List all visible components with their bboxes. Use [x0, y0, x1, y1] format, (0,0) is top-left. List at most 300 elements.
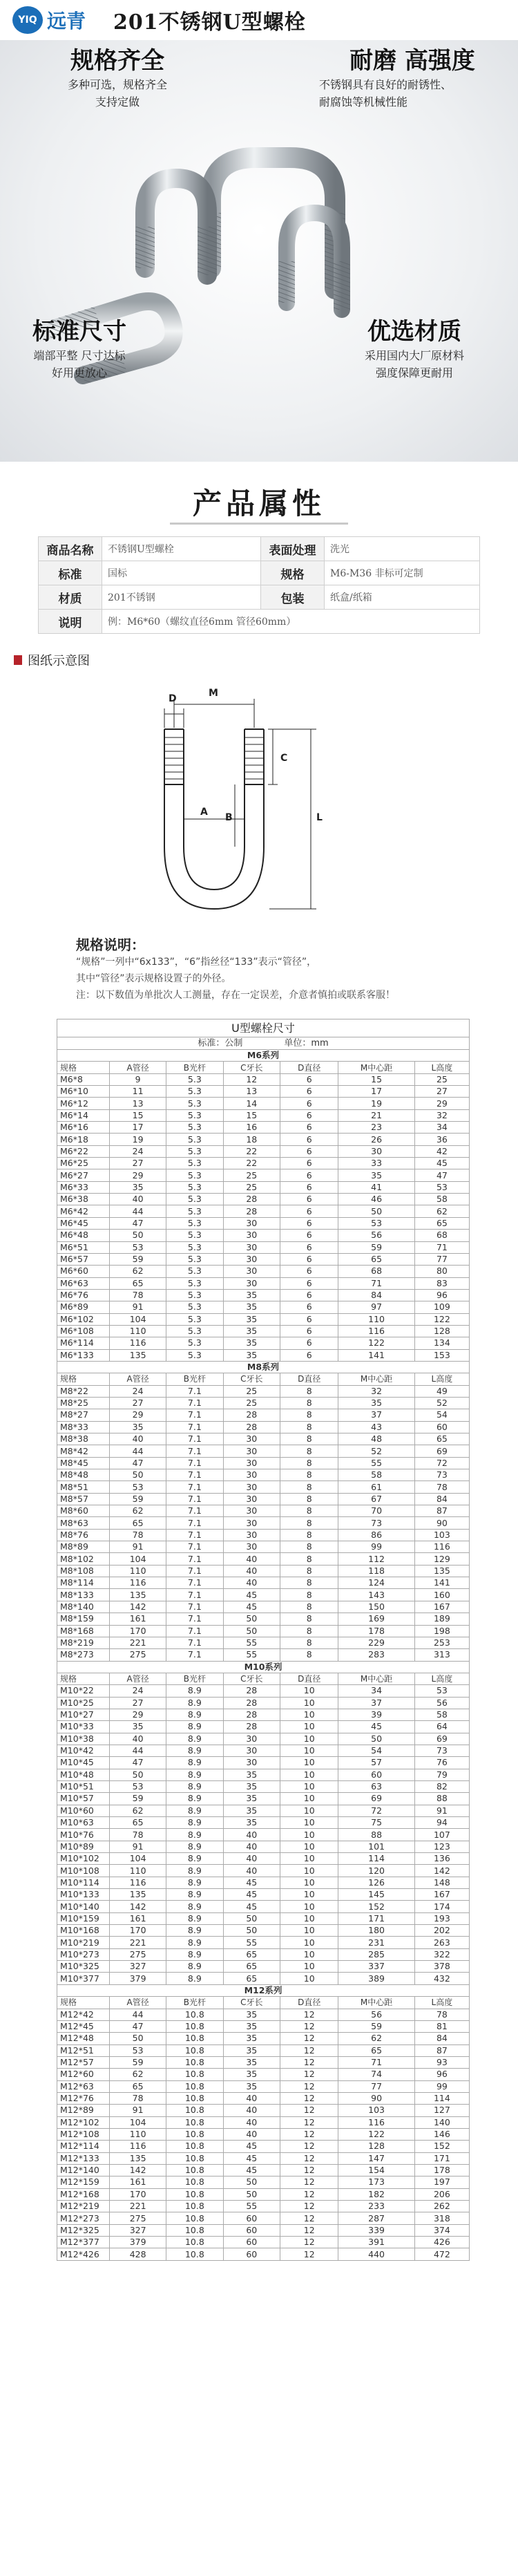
table-cell: 28 [223, 1409, 280, 1421]
feature-full-specs [52, 46, 183, 111]
table-cell: 103 [414, 1529, 469, 1541]
table-cell: 58 [414, 1709, 469, 1720]
table-cell: 65 [338, 1253, 414, 1265]
table-row [57, 1493, 470, 1505]
table-cell: M10*219 [57, 1937, 110, 1948]
table-cell: 15 [110, 1109, 166, 1121]
table-cell: 6 [280, 1253, 338, 1265]
table-cell: M6*51 [57, 1241, 110, 1253]
table-cell: 8 [280, 1505, 338, 1517]
column-header: B光杆 [166, 1997, 223, 2009]
dim-label-l: L [316, 812, 323, 823]
table-cell: 17 [110, 1122, 166, 1134]
table-cell: M12*102 [57, 2116, 110, 2128]
table-row [57, 1313, 470, 1325]
table-cell: 10 [280, 1780, 338, 1792]
table-cell: 50 [223, 2177, 280, 2188]
table-cell: 69 [414, 1733, 469, 1745]
table-cell: 81 [414, 2020, 469, 2032]
table-cell: M12*48 [57, 2033, 110, 2044]
header-bar [0, 0, 518, 40]
table-cell: M12*51 [57, 2044, 110, 2056]
table-cell: 62 [338, 2033, 414, 2044]
table-cell: 24 [110, 1385, 166, 1397]
table-cell: 30 [223, 1541, 280, 1553]
table-cell: 109 [414, 1301, 469, 1313]
table-cell: 123 [414, 1841, 469, 1852]
table-cell: 152 [414, 2141, 469, 2152]
table-cell: 50 [110, 1769, 166, 1780]
table-cell: 127 [414, 2105, 469, 2116]
table-cell: 6 [280, 1169, 338, 1181]
table-cell: 12 [280, 2248, 338, 2260]
column-header: L高度 [414, 1062, 469, 1073]
table-cell: 107 [414, 1829, 469, 1841]
table-cell: 7.1 [166, 1601, 223, 1613]
table-cell: 6 [280, 1313, 338, 1325]
table-cell: M10*114 [57, 1877, 110, 1888]
feature-line: 支持定做 [95, 95, 140, 109]
table-cell: M8*108 [57, 1565, 110, 1577]
table-row [57, 1445, 470, 1457]
table-cell: M8*89 [57, 1541, 110, 1553]
table-cell: 10.8 [166, 2177, 223, 2188]
table-cell: M6*27 [57, 1169, 110, 1181]
table-cell: 391 [338, 2237, 414, 2248]
table-cell: 10.8 [166, 2116, 223, 2128]
table-cell: 62 [414, 1205, 469, 1217]
table-cell: 7.1 [166, 1481, 223, 1493]
table-cell: 7.1 [166, 1421, 223, 1433]
header-row [57, 1062, 470, 1073]
table-cell: 30 [223, 1529, 280, 1541]
table-cell: 142 [110, 2164, 166, 2176]
table-cell: 65 [110, 2080, 166, 2092]
table-row [57, 1745, 470, 1756]
table-cell: 114 [338, 1853, 414, 1865]
dim-label-c: C [280, 753, 288, 764]
table-cell: 44 [110, 1445, 166, 1457]
table-row [57, 1793, 470, 1805]
table-row [57, 2116, 470, 2128]
table-cell: M12*219 [57, 2201, 110, 2212]
table-cell: 135 [110, 1349, 166, 1361]
table-cell: M10*325 [57, 1961, 110, 1973]
table-cell: 35 [223, 2080, 280, 2092]
table-cell: M6*42 [57, 1205, 110, 1217]
column-header: M中心距 [338, 1673, 414, 1684]
table-cell: 35 [223, 2033, 280, 2044]
table-cell: 30 [223, 1277, 280, 1289]
table-cell: 10 [280, 1877, 338, 1888]
table-cell: 45 [414, 1158, 469, 1169]
table-cell: 152 [338, 1901, 414, 1912]
table-cell: 10.8 [166, 2237, 223, 2248]
table-cell: M12*108 [57, 2128, 110, 2140]
table-cell: M12*63 [57, 2080, 110, 2092]
table-cell: 69 [414, 1445, 469, 1457]
table-cell: 12 [280, 2212, 338, 2224]
table-cell: M8*63 [57, 1517, 110, 1529]
table-cell: M6*60 [57, 1266, 110, 1277]
table-cell: 12 [280, 2128, 338, 2140]
column-header: 规格 [57, 1997, 110, 2009]
table-cell: M12*60 [57, 2069, 110, 2080]
column-header: D直径 [280, 1062, 338, 1073]
table-cell: 59 [110, 1793, 166, 1805]
table-cell: 35 [110, 1721, 166, 1733]
table-cell: 8.9 [166, 1877, 223, 1888]
series-title: M8系列 [57, 1361, 470, 1373]
table-cell: M8*273 [57, 1649, 110, 1661]
table-row [57, 1829, 470, 1841]
table-cell: 104 [110, 1553, 166, 1565]
table-cell: 8.9 [166, 1685, 223, 1697]
column-header: L高度 [414, 1997, 469, 2009]
table-cell: 35 [223, 1805, 280, 1816]
table-cell: M6*14 [57, 1109, 110, 1121]
table-cell: 59 [110, 1253, 166, 1265]
table-row [57, 2141, 470, 2152]
table-cell: 79 [414, 1769, 469, 1780]
attr-label: 规格 [261, 561, 325, 585]
table-cell: 221 [110, 1937, 166, 1948]
table-cell: 150 [338, 1601, 414, 1613]
table-cell: M8*168 [57, 1625, 110, 1637]
table-cell: 78 [110, 2092, 166, 2104]
table-cell: 97 [338, 1301, 414, 1313]
feature-line: 强度保障更耐用 [375, 366, 453, 379]
attr-label: 表面处理 [261, 537, 325, 561]
table-cell: 24 [110, 1145, 166, 1157]
table-cell: 40 [223, 2116, 280, 2128]
table-cell: 378 [414, 1961, 469, 1973]
table-cell: M12*168 [57, 2188, 110, 2200]
table-row [57, 1589, 470, 1601]
table-cell: 12 [280, 2152, 338, 2164]
table-cell: 221 [110, 2201, 166, 2212]
table-cell: 30 [223, 1433, 280, 1445]
table-cell: 134 [414, 1337, 469, 1349]
table-cell: 52 [414, 1397, 469, 1409]
table-cell: 59 [338, 2020, 414, 2032]
table-cell: 30 [223, 1517, 280, 1529]
table-cell: 40 [223, 1841, 280, 1852]
table-cell: 35 [223, 2009, 280, 2020]
table-cell: 142 [110, 1601, 166, 1613]
table-cell: 65 [110, 1817, 166, 1829]
table-cell: M6*45 [57, 1217, 110, 1229]
table-row [57, 2248, 470, 2260]
table-row [57, 1241, 470, 1253]
table-cell: 283 [338, 1649, 414, 1661]
table-cell: 6 [280, 1098, 338, 1109]
column-header: A管径 [110, 1673, 166, 1684]
table-cell: 10 [280, 1973, 338, 1984]
table-cell: 5.3 [166, 1230, 223, 1241]
table-cell: M6*108 [57, 1325, 110, 1337]
table-cell: 25 [414, 1073, 469, 1085]
brand-logo-icon: YIQ [12, 6, 43, 34]
u-bolt-right [287, 213, 342, 310]
table-cell: 160 [414, 1589, 469, 1601]
table-cell: 91 [110, 1541, 166, 1553]
table-cell: 47 [110, 1457, 166, 1469]
table-row [57, 1169, 470, 1181]
table-cell: 60 [223, 2212, 280, 2224]
table-cell: 6 [280, 1301, 338, 1313]
table-cell: 148 [414, 1877, 469, 1888]
table-cell: 78 [110, 1829, 166, 1841]
table-cell: 182 [338, 2188, 414, 2200]
table-cell: 116 [338, 1325, 414, 1337]
table-cell: 6 [280, 1266, 338, 1277]
table-cell: 262 [414, 2201, 469, 2212]
feature-line: 多种可选，规格齐全 [67, 78, 167, 91]
table-cell: 78 [110, 1529, 166, 1541]
table-cell: 6 [280, 1158, 338, 1169]
table-cell: 10 [280, 1769, 338, 1780]
table-cell: 12 [280, 2105, 338, 2116]
table-row [57, 1337, 470, 1349]
table-cell: 30 [223, 1217, 280, 1229]
table-cell: 5.3 [166, 1253, 223, 1265]
table-cell: M6*22 [57, 1145, 110, 1157]
table-cell: 7.1 [166, 1385, 223, 1397]
table-cell: 8 [280, 1397, 338, 1409]
table-cell: 50 [110, 1469, 166, 1481]
table-cell: 7.1 [166, 1505, 223, 1517]
table-cell: 8.9 [166, 1841, 223, 1852]
table-cell: 50 [223, 1625, 280, 1637]
table-cell: 154 [338, 2164, 414, 2176]
table-cell: 7.1 [166, 1457, 223, 1469]
column-header: 规格 [57, 1062, 110, 1073]
table-cell: 327 [110, 2224, 166, 2236]
table-row [57, 1601, 470, 1613]
table-cell: 65 [110, 1517, 166, 1529]
table-cell: 6 [280, 1289, 338, 1301]
table-cell: 110 [110, 1865, 166, 1877]
table-row [57, 2105, 470, 2116]
table-cell: 116 [414, 1541, 469, 1553]
table-row [57, 1385, 470, 1397]
table-cell: 170 [110, 1925, 166, 1937]
table-cell: 178 [338, 1625, 414, 1637]
table-row [57, 1230, 470, 1241]
table-cell: 30 [223, 1230, 280, 1241]
table-cell: 27 [110, 1397, 166, 1409]
table-row [57, 1841, 470, 1852]
table-cell: 7.1 [166, 1529, 223, 1541]
table-cell: M8*57 [57, 1493, 110, 1505]
table-cell: 60 [414, 1421, 469, 1433]
table-row [57, 1805, 470, 1816]
table-cell: 379 [110, 2237, 166, 2248]
table-cell: M8*76 [57, 1529, 110, 1541]
table-row [57, 1349, 470, 1361]
table-cell: 19 [338, 1098, 414, 1109]
table-cell: M10*42 [57, 1745, 110, 1756]
table-cell: 65 [223, 1961, 280, 1973]
table-cell: 45 [223, 1589, 280, 1601]
table-cell: 7.1 [166, 1469, 223, 1481]
table-cell: M8*133 [57, 1589, 110, 1601]
table-cell: 8.9 [166, 1889, 223, 1901]
table-cell: M10*133 [57, 1889, 110, 1901]
table-cell: 55 [338, 1457, 414, 1469]
table-cell: 12 [280, 2164, 338, 2176]
table-cell: 91 [414, 1805, 469, 1816]
header-row [57, 1373, 470, 1385]
table-row [57, 1181, 470, 1193]
table-cell: 7.1 [166, 1541, 223, 1553]
table-cell: 5.3 [166, 1109, 223, 1121]
table-cell: 47 [110, 1757, 166, 1769]
table-cell: 10.8 [166, 2092, 223, 2104]
table-row [57, 1757, 470, 1769]
table-cell: 43 [338, 1421, 414, 1433]
table-row [57, 1565, 470, 1577]
table-cell: M12*57 [57, 2056, 110, 2068]
table-cell: 72 [414, 1457, 469, 1469]
table-row [57, 2033, 470, 2044]
table-cell: 55 [223, 1649, 280, 1661]
table-cell: 180 [338, 1925, 414, 1937]
table-cell: 10.8 [166, 2248, 223, 2260]
table-cell: 8.9 [166, 1745, 223, 1756]
table-cell: 55 [223, 2201, 280, 2212]
table-cell: 8 [280, 1625, 338, 1637]
table-cell: 10 [280, 1853, 338, 1865]
table-cell: M12*159 [57, 2177, 110, 2188]
table-cell: 5.3 [166, 1098, 223, 1109]
bullet-icon [14, 655, 22, 665]
table-cell: 28 [223, 1709, 280, 1720]
table-row [57, 1780, 470, 1792]
table-cell: 27 [414, 1086, 469, 1098]
spec-title: 规格说明： [76, 937, 145, 953]
table-cell: M6*18 [57, 1134, 110, 1145]
table-cell: M8*102 [57, 1553, 110, 1565]
table-row [57, 1697, 470, 1709]
table-cell: 198 [414, 1625, 469, 1637]
table-cell: 45 [338, 1721, 414, 1733]
table-cell: 12 [280, 2177, 338, 2188]
table-cell: 101 [338, 1841, 414, 1852]
table-cell: M8*140 [57, 1601, 110, 1613]
column-header: B光杆 [166, 1373, 223, 1385]
table-cell: 40 [223, 1865, 280, 1877]
table-row [57, 1853, 470, 1865]
table-cell: 145 [338, 1889, 414, 1901]
table-cell: 12 [280, 2069, 338, 2080]
table-cell: M10*25 [57, 1697, 110, 1709]
header-row [57, 1673, 470, 1684]
table-cell: 35 [223, 1793, 280, 1805]
table-cell: 10.8 [166, 2044, 223, 2056]
column-header: D直径 [280, 1673, 338, 1684]
table-cell: 87 [414, 2044, 469, 2056]
table-cell: 78 [110, 1289, 166, 1301]
table-cell: 59 [110, 2056, 166, 2068]
table-cell: M12*325 [57, 2224, 110, 2236]
table-cell: 8.9 [166, 1829, 223, 1841]
table-cell: 25 [223, 1181, 280, 1193]
table-cell: 8 [280, 1409, 338, 1421]
table-cell: 103 [338, 2105, 414, 2116]
table-cell: 94 [414, 1817, 469, 1829]
table-cell: 104 [110, 1313, 166, 1325]
table-row [57, 1613, 470, 1625]
table-cell: 58 [414, 1194, 469, 1205]
table-row [57, 2020, 470, 2032]
table-cell: 8.9 [166, 1697, 223, 1709]
table-cell: 7.1 [166, 1517, 223, 1529]
table-cell: 10.8 [166, 2141, 223, 2152]
table-cell: 55 [223, 1937, 280, 1948]
table-cell: 8 [280, 1421, 338, 1433]
table-cell: M12*76 [57, 2092, 110, 2104]
table-cell: 8.9 [166, 1793, 223, 1805]
table-cell: 30 [223, 1733, 280, 1745]
table-cell: 30 [223, 1745, 280, 1756]
table-cell: 52 [338, 1445, 414, 1457]
table-cell: 8 [280, 1481, 338, 1493]
table-row [57, 1194, 470, 1205]
table-cell: 60 [223, 2237, 280, 2248]
table-cell: 40 [223, 2092, 280, 2104]
table-cell: 6 [280, 1205, 338, 1217]
table-row [57, 1266, 470, 1277]
table-row [57, 1145, 470, 1157]
table-row [57, 2237, 470, 2248]
table-cell: M10*76 [57, 1829, 110, 1841]
table-cell: 8.9 [166, 1780, 223, 1792]
table-cell: 8 [280, 1385, 338, 1397]
table-cell: 71 [338, 1277, 414, 1289]
table-cell: 49 [414, 1385, 469, 1397]
table-cell: 99 [414, 2080, 469, 2092]
table-cell: 7.1 [166, 1589, 223, 1601]
table-cell: 7.1 [166, 1397, 223, 1409]
table-cell: 25 [223, 1397, 280, 1409]
table-cell: 8 [280, 1553, 338, 1565]
table-cell: 143 [338, 1589, 414, 1601]
table-cell: 35 [223, 2069, 280, 2080]
table-row [57, 1109, 470, 1121]
table-cell: 10 [280, 1865, 338, 1877]
table-row [39, 561, 480, 585]
u-bolt-back [211, 158, 335, 289]
table-caption: U型螺栓尺寸 [57, 1019, 470, 1037]
table-cell: 141 [338, 1349, 414, 1361]
table-cell: M6*48 [57, 1230, 110, 1241]
table-cell: M10*27 [57, 1709, 110, 1720]
table-cell: 313 [414, 1649, 469, 1661]
table-cell: 10 [280, 1937, 338, 1948]
table-cell: 6 [280, 1337, 338, 1349]
table-cell: 10 [280, 1757, 338, 1769]
table-cell: 6 [280, 1145, 338, 1157]
table-cell: 5.3 [166, 1122, 223, 1134]
table-cell: 36 [414, 1134, 469, 1145]
table-cell: 8 [280, 1541, 338, 1553]
table-cell: 40 [223, 1553, 280, 1565]
table-cell: 116 [338, 2116, 414, 2128]
table-cell: 41 [338, 1181, 414, 1193]
table-cell: 77 [414, 1253, 469, 1265]
